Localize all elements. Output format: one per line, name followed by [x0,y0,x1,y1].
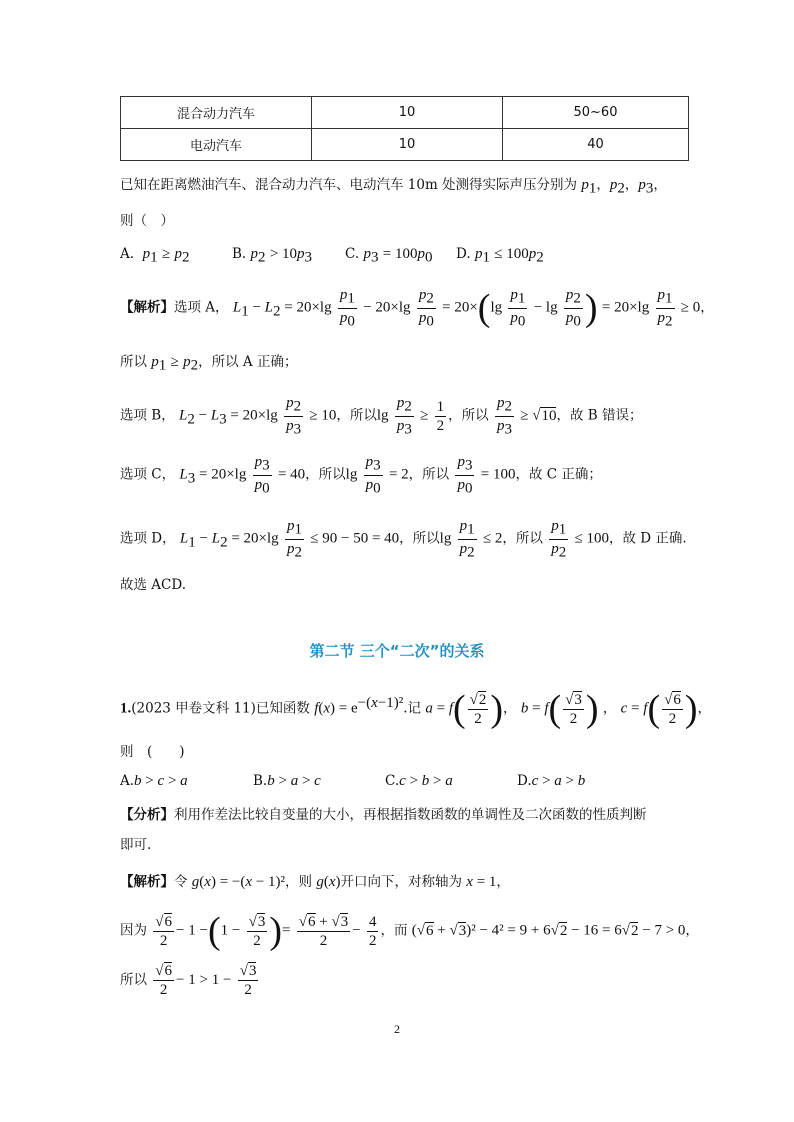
table-cell: 10 [312,97,503,129]
q1-option-d: D.c > a > b [517,773,586,789]
table-cell: 40 [503,129,689,161]
jiexi-text: 因为 [120,922,147,939]
jiexi-text: ，则 [285,874,313,890]
page-number: 2 [394,1022,400,1036]
question-text: 已知在距离燃油汽车、混合动力汽车、电动汽车 10m 处测得实际声压分别为 [120,177,578,193]
option-b-label: B. [253,773,268,789]
question-1: 1.(2023 甲卷文科 11)已知函数 $f(x) = e^{-(x-1)^2}$.记 a = f( $\frac{√2}{2}$ )， b = f( $\frac{√3}{2}$ ) ， c = f( $\frac{√6}{2}$ )， [120,688,711,730]
q1-jiexi: 【解析】令 g(x) = −(x − 1)²，则 g(x)开口向下，对称轴为 x = 1， [120,874,510,890]
section-title: 第二节 三个“二次”的关系 [309,642,485,660]
table-cell: 混合动力汽车 [121,97,312,129]
analysis-text: 选项 A， [174,299,229,316]
analysis-c: 选项 C， $L_3 = 20\times\lg$ $\frac{p_3}{p_0}$ = 40，所以lg $\frac{p_3}{p_0}$ = 2，所以 $\frac{p_3}{p_0}$ = 100，故 C 正确； [120,454,602,497]
table-cell: 10 [312,129,503,161]
analysis-b: 选项 B， $L_2 - L_3 = 20\times\lg$ $\frac{p_2}{p_3}$ ≥ 10，所以lg $\frac{p_2}{p_3}$ ≥ $\frac{1}{2}$ ，所以 $\frac{p_2}{p_3}$ ≥ √10，故 B 错误； [120,395,643,438]
analysis-text: ，所以 [336,407,377,424]
question-number: 1. [120,700,132,717]
options-row: A. $p_1 \ge p_2$ [120,246,190,266]
analysis-text: ，所以 A 正确； [198,354,298,370]
option-a-label: A. [120,246,135,262]
car-noise-table [120,96,689,161]
option-d-label: D. [517,773,532,789]
analysis-text: 所以 [120,354,147,370]
question-source: (2023 甲卷文科 11)已知函数 [131,700,310,717]
analysis-text: 选项 D， [120,530,176,547]
q1-suoyi: 所以 $\frac{√6}{2}$ − 1 > 1 − $\frac{√3}{2}$ [120,963,257,998]
question-1-then: 则 ( ) [120,744,185,760]
jiexi-text: 令 [174,874,188,890]
jiexi-text: 所以 [120,972,147,988]
analysis-text: ，故 B 错误； [556,407,643,424]
q1-fenxi [120,803,647,823]
final-answer: 故选 ACD. [120,577,187,593]
q1-fenxi-line2: 即可. [120,837,152,853]
analysis-text: ，所以 [305,466,346,483]
analysis-text: 选项 C， [120,466,176,483]
analysis-text: ，故 D 正确. [609,530,687,547]
analysis-text: ，故 C 正确； [515,466,602,483]
q1-option-c: C.c > b > a [385,773,453,789]
option-c-label: C. [385,773,400,789]
table-cell: 电动汽车 [121,129,312,161]
analysis-d: 选项 D， $L_1 - L_2 = 20\times\lg$ $\frac{p_1}{p_2}$ ≤ 90 − 50 = 40，所以lg $\frac{p_1}{p_2}$ ≤ 2，所以 $\frac{p_1}{p_2}$ ≤ 100，故 D 正确. [120,518,687,561]
option-a-label: A. [120,773,135,789]
analysis-tag: 【解析】 [120,299,174,316]
question-line-1: 已知在距离燃油汽车、混合动力汽车、电动汽车 10m 处测得实际声压分别为 $p_1$，$p_2$，$p_3$， [120,177,667,197]
option-b-label: B. [232,246,247,262]
table-cell: 50~60 [503,97,689,129]
option-c-label: C. [345,246,360,262]
q1-yinwei: 因为 $\frac{√6}{2}$ − 1 −(1 − $\frac{√3}{2}$ )= $\frac{√6 + √3}{2}$ − $\frac{4}{2}$ ，而 (√6 + √3)² − 4² = 9 + 6√2 − 16 = 6√2 − 7 > 0， [120,910,699,952]
analysis-text: ，所以 [448,407,489,424]
analysis-text: ，所以 [408,466,450,483]
q1-option-b: B.b > a > c [253,773,321,789]
analysis-text: ，所以 [399,530,440,547]
analysis-text: ，所以 [502,530,543,547]
option-b: B. $p_2 > 10p_3$ [232,246,313,266]
table-row [121,129,689,161]
fenxi-text: 利用作差法比较自变量的大小，再根据指数函数的单调性及二次函数的性质判断 [174,807,647,823]
question-text: .记 [403,700,422,717]
analysis-a-conclusion: 所以 $p_1 \ge p_2$，所以 A 正确； [120,354,298,374]
option-d-label: D. [456,246,471,262]
jiexi-text: 开口向下，对称轴为 [340,874,462,890]
jiexi-text: ，而 [380,922,408,939]
fenxi-tag: 【分析】 [120,807,174,823]
question-line-2: 则（ ） [120,213,174,229]
table-row [121,97,689,129]
analysis-a: 【解析】选项 A， $L_1 - L_2 = 20\times\lg$ $\frac{p_1}{p_0}$ − 20×lg $\frac{p_2}{p_0}$ = 20×(lg $\frac{p_1}{p_0}$ − lg $\frac{p_2}{p_0}$ ) = 20×lg $\frac{p_1}{p_2}$ ≥ 0， [120,287,714,330]
jiexi-tag: 【解析】 [120,874,174,890]
option-d: D. $p_1 \le 100p_2$ [456,246,544,266]
option-c: C. $p_3 = 100p_0$ [345,246,433,266]
q1-option-a: A.b > c > a [120,773,188,789]
analysis-text: 选项 B， [120,407,175,424]
